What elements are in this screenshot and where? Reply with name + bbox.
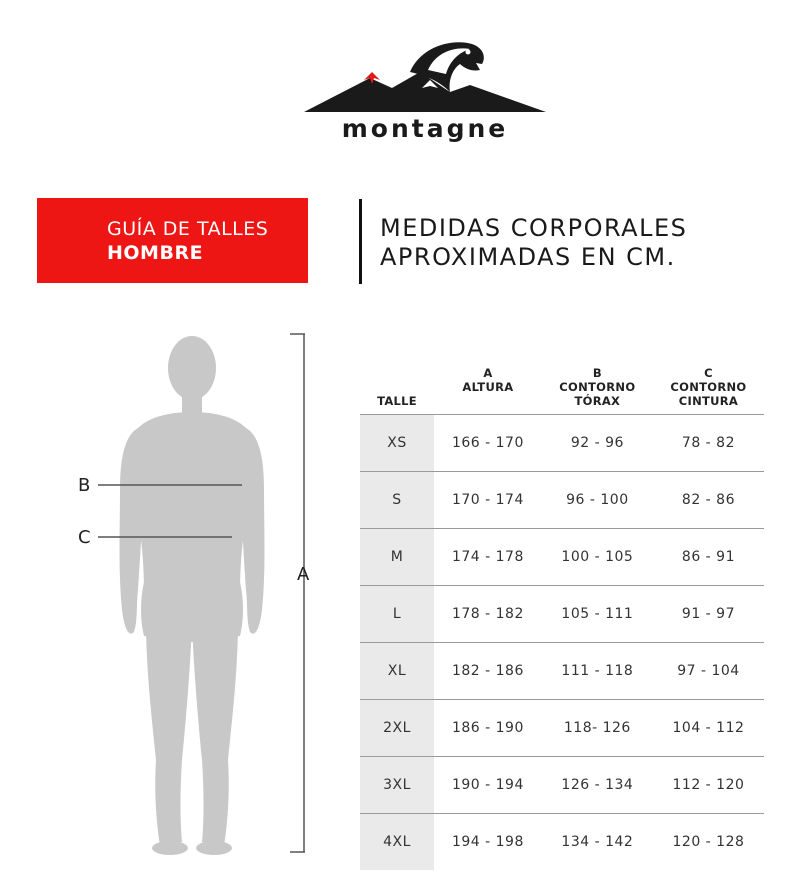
size-cell: 2XL — [360, 700, 434, 757]
size-cell: 4XL — [360, 814, 434, 871]
table-row — [360, 700, 764, 757]
height-label: A — [297, 564, 310, 585]
waist-cell: 120 - 128 — [653, 814, 764, 871]
height-cell: 178 - 182 — [434, 586, 542, 643]
height-cell: 174 - 178 — [434, 529, 542, 586]
table-row — [360, 643, 764, 700]
chest-cell: 105 - 111 — [542, 586, 653, 643]
size-cell: XS — [360, 415, 434, 472]
size-cell: XL — [360, 643, 434, 700]
waist-cell: 104 - 112 — [653, 700, 764, 757]
human-silhouette-icon — [0, 320, 340, 880]
header-talle: TALLE — [377, 394, 417, 408]
size-cell: 3XL — [360, 757, 434, 814]
size-cell: S — [360, 472, 434, 529]
chest-cell: 96 - 100 — [542, 472, 653, 529]
table-header-row — [360, 340, 764, 415]
chest-cell: 126 - 134 — [542, 757, 653, 814]
header-altura: A ALTURA — [462, 366, 514, 394]
waist-cell: 112 - 120 — [653, 757, 764, 814]
height-cell: 190 - 194 — [434, 757, 542, 814]
table-row — [360, 757, 764, 814]
size-cell: L — [360, 586, 434, 643]
heading-line-2: APROXIMADAS EN CM. — [380, 243, 676, 271]
waist-cell: 82 - 86 — [653, 472, 764, 529]
heading-line-1: MEDIDAS CORPORALES — [380, 214, 688, 242]
waist-cell: 91 - 97 — [653, 586, 764, 643]
chest-cell: 118- 126 — [542, 700, 653, 757]
brand-logo — [300, 30, 550, 145]
chest-cell: 111 - 118 — [542, 643, 653, 700]
body-measurement-figure — [0, 320, 340, 880]
banner-title: GUÍA DE TALLES — [107, 218, 269, 240]
height-cell: 194 - 198 — [434, 814, 542, 871]
brand-name: montagne — [341, 114, 509, 143]
table-row — [360, 472, 764, 529]
divider — [359, 199, 362, 284]
waist-cell: 97 - 104 — [653, 643, 764, 700]
header-torax: B CONTORNO TÓRAX — [559, 366, 636, 408]
page-heading — [380, 214, 687, 272]
chest-cell: 134 - 142 — [542, 814, 653, 871]
height-cell: 186 - 190 — [434, 700, 542, 757]
size-cell: M — [360, 529, 434, 586]
table-row — [360, 415, 764, 472]
banner-subtitle: HOMBRE — [107, 242, 204, 264]
waist-cell: 78 - 82 — [653, 415, 764, 472]
waist-cell: 86 - 91 — [653, 529, 764, 586]
chest-label: B — [78, 475, 91, 496]
table-row — [360, 814, 764, 871]
chest-cell: 92 - 96 — [542, 415, 653, 472]
table-row — [360, 529, 764, 586]
size-guide-banner — [37, 198, 308, 283]
height-cell: 170 - 174 — [434, 472, 542, 529]
table-row — [360, 586, 764, 643]
height-cell: 166 - 170 — [434, 415, 542, 472]
eagle-mountain-icon — [300, 30, 550, 115]
height-cell: 182 - 186 — [434, 643, 542, 700]
header-cintura: C CONTORNO CINTURA — [670, 366, 747, 408]
chest-cell: 100 - 105 — [542, 529, 653, 586]
size-table — [360, 340, 764, 870]
waist-label: C — [78, 527, 91, 548]
